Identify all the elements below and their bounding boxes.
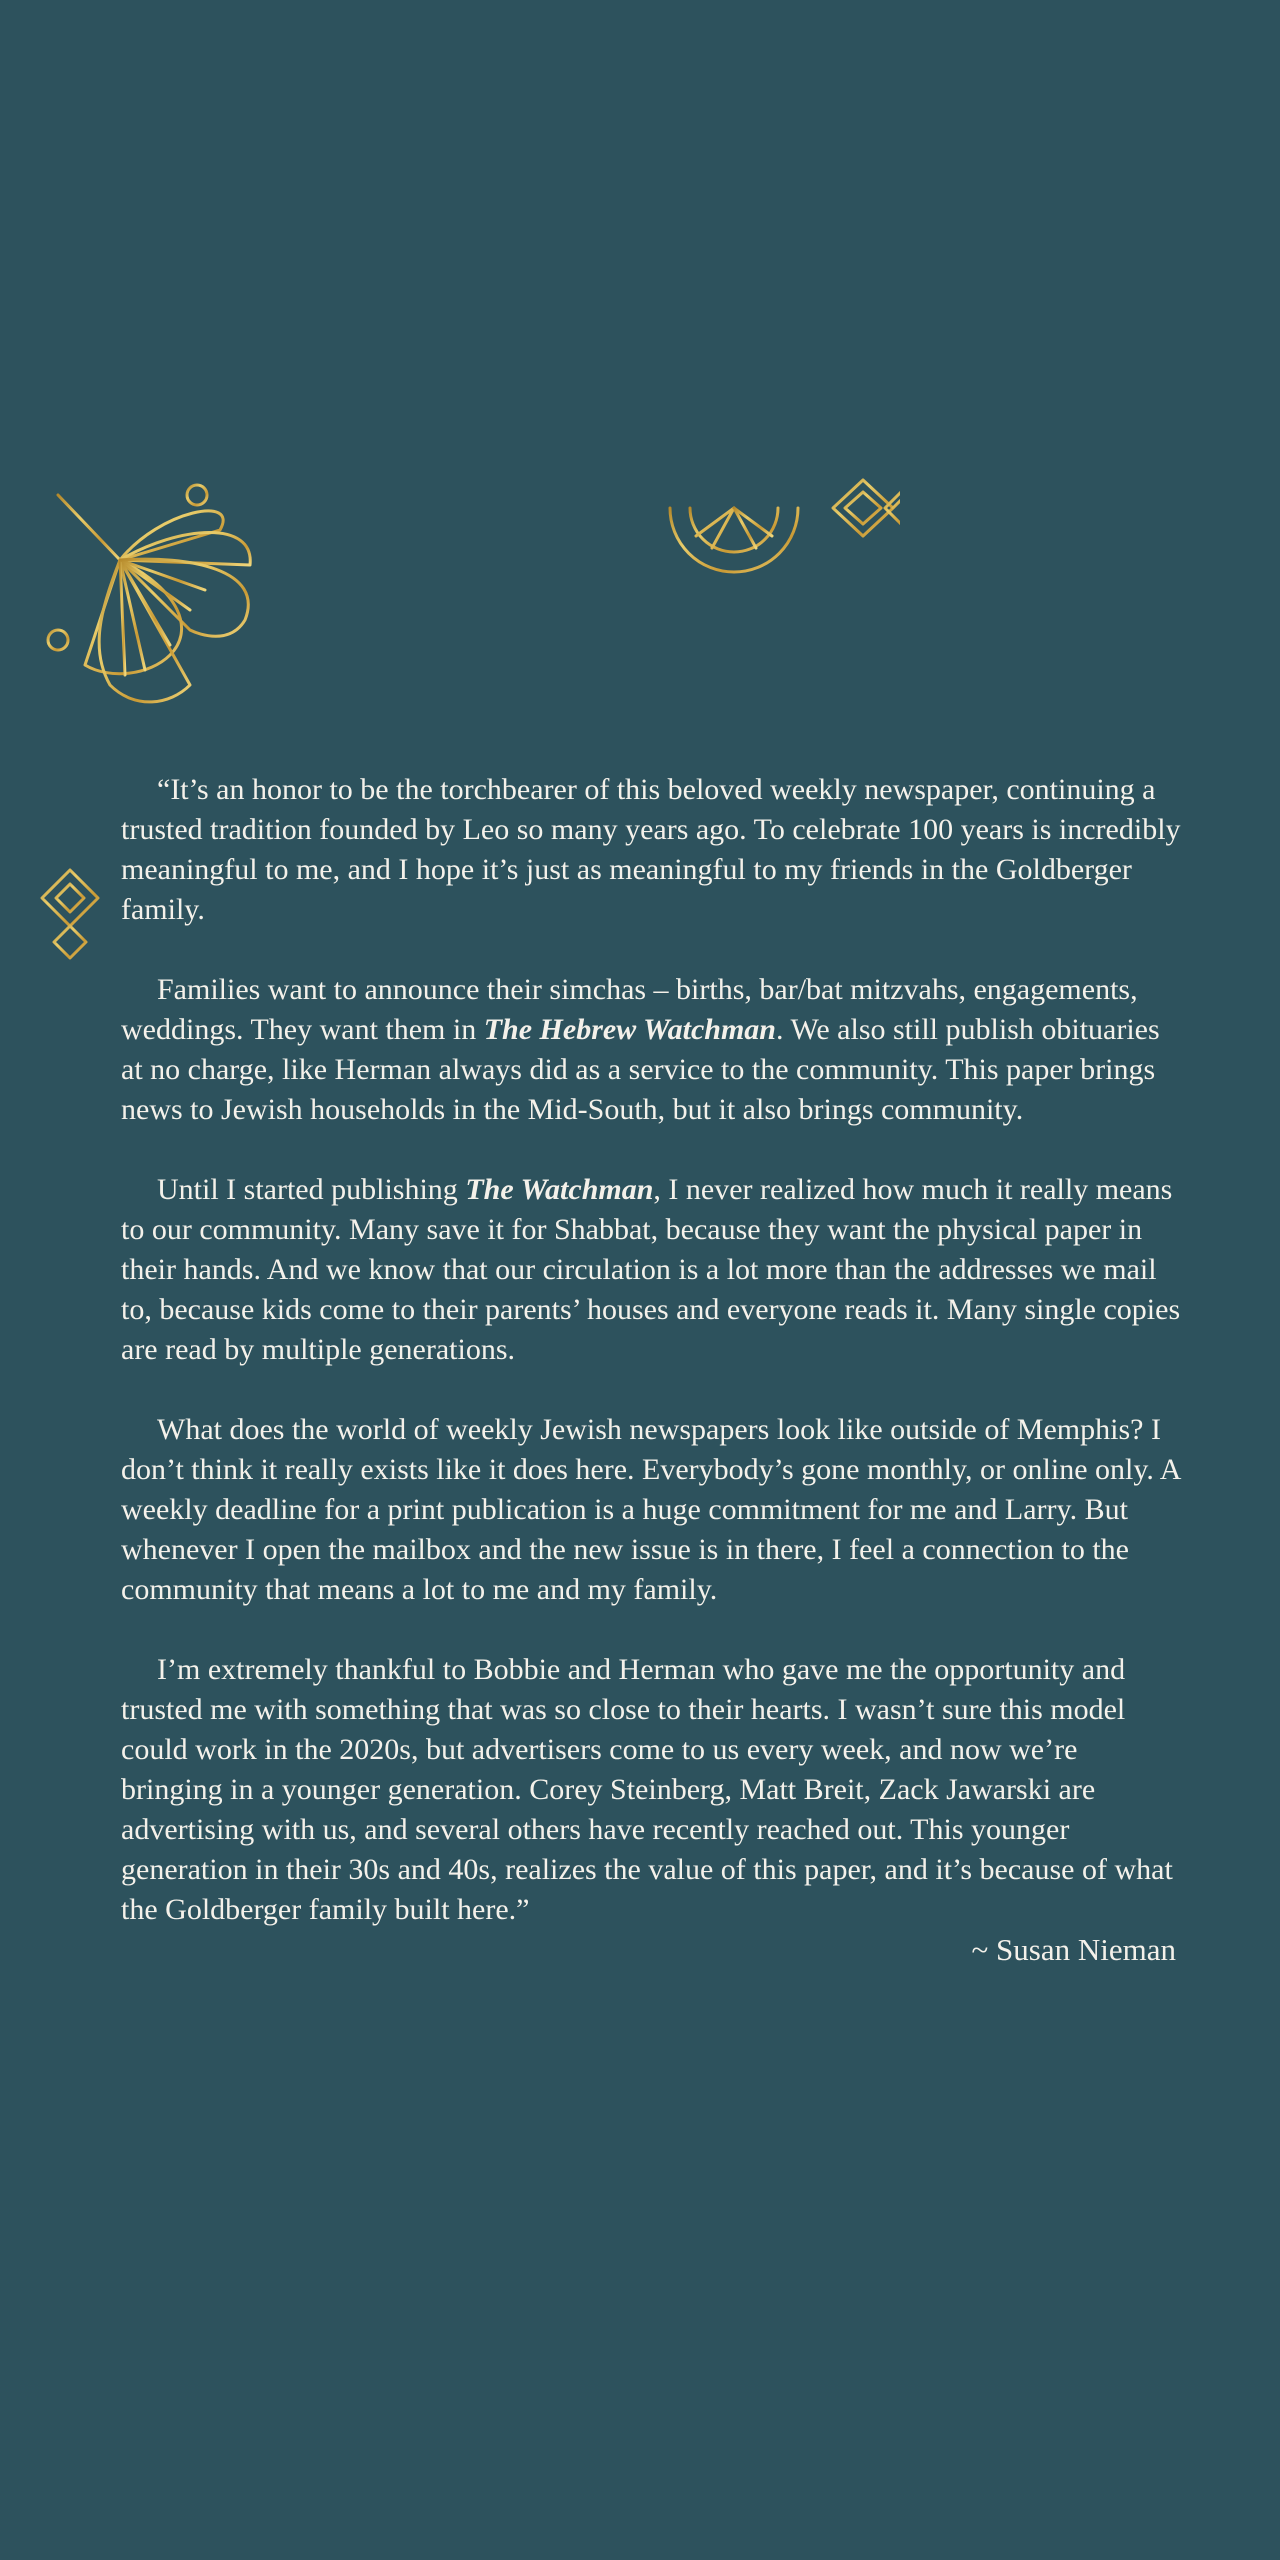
quote-text: , I never realized how much it really means to our community. Many save it for Shabbat, because they want the physical paper in their hands. And we know that our circulation is a lot more than the addresses we mail to, because kids come to their parents’ houses and everyone reads it. Many single copies are read by multiple generations. [121, 1173, 1181, 1366]
quote-paragraph-1 [121, 770, 1181, 930]
newspaper-title: The Watchman [465, 1173, 654, 1206]
quote-paragraph-2 [121, 970, 1181, 1130]
quote-text: Families want to announce their simchas – births, bar/bat mitzvahs, engagements, weddings. They want them in [121, 973, 1138, 1046]
quote-paragraph-3 [121, 1170, 1181, 1370]
quote-text: . We also still publish obituaries at no charge, like Herman always did as a service to the community. This paper brings news to Jewish households in the Mid-South, but it also brings community. [121, 1013, 1160, 1126]
quote-signature: ~ Susan Nieman [971, 1932, 1176, 1967]
testimonial-quote [121, 770, 1181, 1970]
quote-text: “It’s an honor to be the torchbearer of this beloved weekly newspaper, continuing a trusted tradition founded by Leo so many years ago. To celebrate 100 years is incredibly meaningful to me, and I hope it’s just as meaningful to my friends in the Goldberger family. [121, 773, 1181, 926]
quote-paragraph-4 [121, 1410, 1181, 1610]
newspaper-title: The Hebrew Watchman [483, 1013, 776, 1046]
quote-text: I’m extremely thankful to Bobbie and Herman who gave me the opportunity and trusted me with something that was so close to their hearts. I wasn’t sure this model could work in the 2020s, but advertisers come to us every week, and now we’re bringing in a younger generation. Corey Steinberg, Matt Breit, Zack Jawarski are advertising with us, and several others have recently reached out. This younger generation in their 30s and 40s, realizes the value of this paper, and it’s because of what the Goldberger family built here.” [121, 1653, 1173, 1926]
quote-paragraph-5 [121, 1650, 1181, 1930]
quote-text: What does the world of weekly Jewish newspapers look like outside of Memphis? I don’t think it really exists like it does here. Everybody’s gone monthly, or online only. A weekly deadline for a print publication is a huge commitment for me and Larry. But whenever I open the mailbox and the new issue is in there, I feel a connection to the community that means a lot to me and my family. [121, 1413, 1180, 1606]
quote-text: Until I started publishing [157, 1173, 466, 1206]
